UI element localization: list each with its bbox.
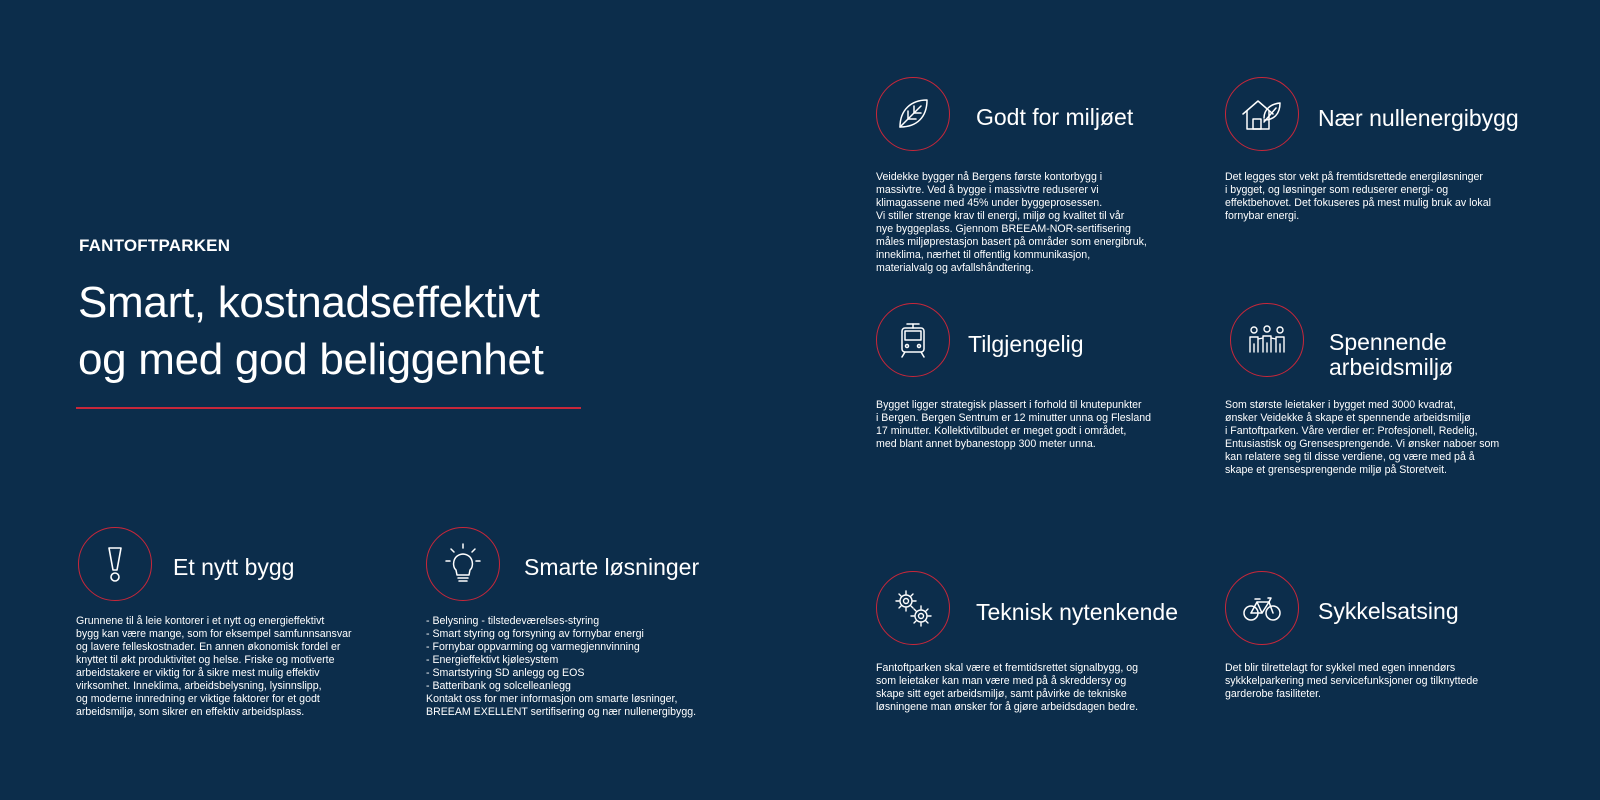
feature-text-tilgjengelig: Bygget ligger strategisk plassert i forhold til knutepunkter i Bergen. Bergen Sentrum er 12 minutter unna og Flesland 17 minutter. Kollektivtilbudet er meget godt i området, med blant annet bybanestopp 300 meter unna. <box>876 399 1152 450</box>
feature-title-tilgjengelig: Tilgjengelig <box>968 331 1084 357</box>
house-leaf-icon <box>1225 77 1299 151</box>
page-title-line-2: og med god beliggenhet <box>78 335 544 384</box>
gears-icon <box>876 571 950 645</box>
feature-text-smarte: - Belysning - tilstedeværelses-styring - Smart styring og forsyning av fornybar energi - Fornybar oppvarming og varmegjennvinning - Energieffektivt kjølesystem - Smartstyring SD anlegg og EOS - Batteribank og solcelleanlegg Kontakt oss for mer informasjon om smarte løsninger, BREEAM EXELLENT sertifisering og nær nullenergibygg. <box>426 615 697 718</box>
title-divider <box>76 407 581 409</box>
feature-title-spennende-line-2: arbeidsmiljø <box>1329 354 1453 380</box>
eyebrow-label: FANTOFTPARKEN <box>79 236 231 255</box>
feature-title-naer: Nær nullenergibygg <box>1318 105 1519 131</box>
feature-text-naer: Det legges stor vekt på fremtidsrettede energiløsninger i bygget, og løsninger som reduserer energi- og effektbehovet. Det fokuseres på mest mulig bruk av lokal fornybar energi. <box>1225 171 1491 222</box>
tram-icon <box>876 303 950 377</box>
page-title-line-1: Smart, kostnadseffektivt <box>78 278 540 327</box>
feature-title-sykkel: Sykkelsatsing <box>1318 598 1459 624</box>
feature-text-spennende: Som største leietaker i bygget med 3000 kvadrat, ønsker Veidekke å skape et spennende arbeidsmiljø i Fantoftparken. Våre verdier er: Profesjonell, Redelig, Entusiastisk og Grensesprengende. Vi ønsker naboer som kan relatere seg til disse verdiene, og være med på å skape et grensesprengende miljø på Storetveit. <box>1225 399 1500 476</box>
leaf-icon <box>876 77 950 151</box>
feature-title-spennende-line-1: Spennende <box>1329 329 1447 355</box>
page-title <box>78 274 544 388</box>
feature-text-nytt: Grunnene til å leie kontorer i et nytt og energieffektivt bygg kan være mange, som for eksempel samfunnsansvar og lavere felleskostnader. En annen økonomisk fordel er knyttet til økt produktivitet og helse. Friske og motiverte arbeidstakere er viktig for å sikre mest mulig effektiv virksomhet. Inneklima, arbeidsbelysning, lysinnslipp, og moderne innredning er viktige faktorer for et godt arbeidsmiljø, som sikrer en effektiv arbeidsplass. <box>76 615 352 718</box>
feature-title-nytt: Et nytt bygg <box>173 554 295 580</box>
feature-title-godt: Godt for miljøet <box>976 104 1134 130</box>
feature-text-godt: Veidekke bygger nå Bergens første kontorbygg i massivtre. Ved å bygge i massivtre reduserer vi klimagassene med 45% under byggeprosessen. Vi stiller strenge krav til energi, miljø og kvalitet til vår nye byggeplass. Gjennom BREEAM-NOR-sertifisering måles miljøprestasjon basert på områder som energibruk, inneklima, nærhet til offentlig kommunikasjon, materialvalg og avfallshåndtering. <box>876 171 1147 274</box>
exclamation-icon <box>78 527 152 601</box>
feature-text-teknisk: Fantoftparken skal være et fremtidsrettet signalbygg, og som leietaker kan man være med på å skreddersy og skape sitt eget arbeidsmiljø, samt påvirke de tekniske løsningene man ønsker for å gjøre arbeidsdagen bedre. <box>876 662 1139 713</box>
lightbulb-icon <box>426 527 500 601</box>
feature-title-smarte: Smarte løsninger <box>524 554 700 580</box>
feature-title-teknisk: Teknisk nytenkende <box>976 599 1179 625</box>
people-icon <box>1230 303 1304 377</box>
feature-title-spennende <box>1329 330 1453 380</box>
bicycle-icon <box>1225 571 1299 645</box>
feature-text-sykkel: Det blir tilrettelagt for sykkel med egen innendørs sykkkelparkering med servicefunksjoner og tilknyttede garderobe fasiliteter. <box>1225 662 1479 700</box>
